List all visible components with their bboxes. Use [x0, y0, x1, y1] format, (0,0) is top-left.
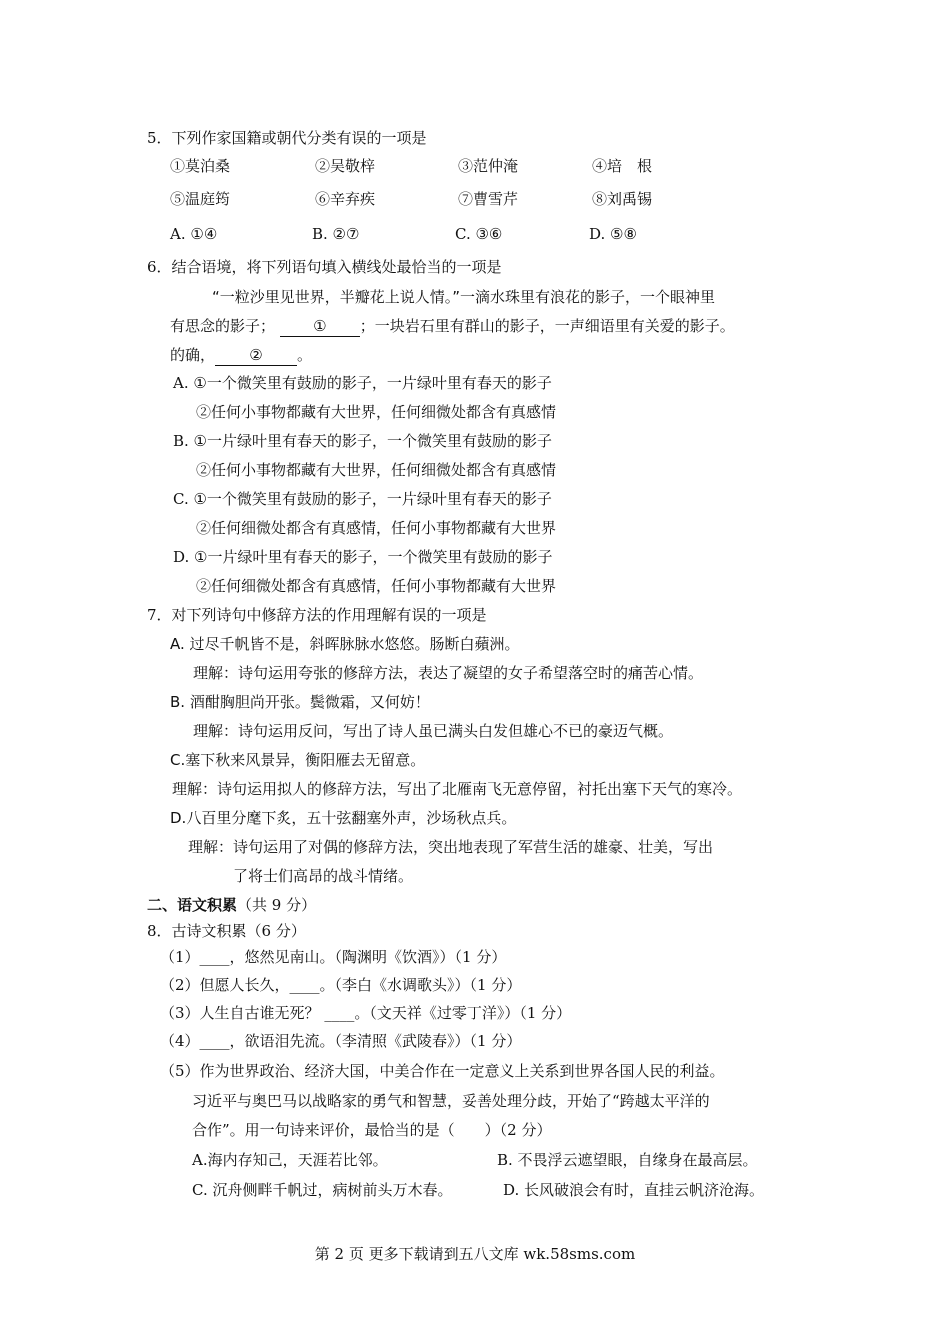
q8-option-a: A.海内存知己，天涯若比邻。	[192, 1151, 388, 1169]
q5-name-4: ④培 根	[592, 157, 653, 175]
q5-name-7: ⑦曹雪芹	[458, 190, 519, 208]
q5-option-d: D. ⑤⑧	[589, 225, 637, 243]
q5-name-2: ②吴敬梓	[315, 157, 376, 175]
q6-blank-2: ②	[215, 345, 297, 366]
q6-passage-line-3	[170, 345, 312, 366]
q5-name-5: ⑤温庭筠	[170, 190, 231, 208]
section-title: 二、语文积累	[147, 896, 238, 914]
q6-passage-2b: ；一块岩石里有群山的影子，一声细语里有关爱的影子。	[359, 317, 735, 335]
q6-option-a1: A. ①一个微笑里有鼓励的影子，一片绿叶里有春天的影子	[173, 374, 552, 392]
q6-stem: 6．结合语境，将下列语句填入横线处最恰当的一项是	[147, 258, 502, 276]
q7-c-poem: C.塞下秋来风景异，衡阳雁去无留意。	[170, 751, 426, 769]
q7-d-poem: D.八百里分麾下炙，五十弦翻塞外声，沙场秋点兵。	[170, 809, 517, 827]
q5-option-a: A. ①④	[170, 225, 218, 243]
q6-option-c1: C. ①一个微笑里有鼓励的影子，一片绿叶里有春天的影子	[173, 490, 552, 508]
page-footer: 第 2 页 更多下载请到五八文库 wk.58sms.com	[314, 1245, 636, 1263]
q5-stem: 5．下列作家国籍或朝代分类有误的一项是	[147, 129, 427, 147]
q8-item-5-line-3: 合作”。用一句诗来评价，最恰当的是（ ）（2 分）	[192, 1121, 552, 1139]
q5-name-3: ③范仲淹	[458, 157, 519, 175]
section-heading	[147, 895, 316, 915]
q6-option-d1: D. ①一片绿叶里有春天的影子，一个微笑里有鼓励的影子	[173, 548, 553, 566]
q8-item-5-line-1: （5）作为世界政治、经济大国，中美合作在一定意义上关系到世界各国人民的利益。	[160, 1062, 725, 1080]
q5-name-1: ①莫泊桑	[170, 157, 231, 175]
q6-option-c2: ②任何细微处都含有真感情，任何小事物都藏有大世界	[196, 519, 557, 537]
q6-passage-line-2	[170, 316, 735, 337]
q6-option-d2: ②任何细微处都含有真感情，任何小事物都藏有大世界	[196, 577, 557, 595]
q7-d-note-2: 了将士们高昂的战斗情绪。	[233, 867, 414, 885]
q5-option-c: C. ③⑥	[455, 225, 503, 243]
q6-blank-1: ①	[280, 316, 360, 337]
q7-d-note-1: 理解：诗句运用了对偶的修辞方法，突出地表现了军营生活的雄豪、壮美，写出	[188, 838, 714, 856]
q6-passage-2a: 有思念的影子；	[170, 317, 276, 335]
q8-option-d: D. 长风破浪会有时，直挂云帆济沧海。	[503, 1181, 765, 1199]
q5-option-b: B. ②⑦	[312, 225, 360, 243]
q6-option-b2: ②任何小事物都藏有大世界，任何细微处都含有真感情	[196, 461, 557, 479]
q7-b-poem: B. 酒酣胸胆尚开张。鬓微霜，又何妨！	[170, 693, 430, 711]
q6-option-a2: ②任何小事物都藏有大世界，任何细微处都含有真感情	[196, 403, 557, 421]
q7-stem: 7．对下列诗句中修辞方法的作用理解有误的一项是	[147, 606, 487, 624]
q7-a-poem: A. 过尽千帆皆不是，斜晖脉脉水悠悠。肠断白蘋洲。	[170, 635, 520, 653]
q8-option-c: C. 沉舟侧畔千帆过，病树前头万木春。	[192, 1181, 453, 1199]
q8-item-2: （2）但愿人长久，____。（李白《水调歌头》）（1 分）	[160, 976, 522, 994]
q6-option-b1: B. ①一片绿叶里有春天的影子，一个微笑里有鼓励的影子	[173, 432, 553, 450]
q7-b-note: 理解：诗句运用反问，写出了诗人虽已满头白发但雄心不已的豪迈气概。	[193, 722, 674, 740]
q7-c-note: 理解：诗句运用拟人的修辞方法，写出了北雁南飞无意停留，衬托出塞下天气的寒冷。	[172, 780, 743, 798]
q8-stem: 8．古诗文积累（6 分）	[147, 922, 306, 940]
q6-passage-3a: 的确，	[170, 346, 216, 364]
q5-name-8: ⑧刘禹锡	[592, 190, 653, 208]
q6-passage-line-1: “一粒沙里见世界，半瓣花上说人情。”一滴水珠里有浪花的影子，一个眼神里	[212, 288, 716, 306]
q5-name-6: ⑥辛弃疾	[315, 190, 376, 208]
section-score: （共 9 分）	[237, 896, 317, 914]
q8-item-4: （4）____，欲语泪先流。（李清照《武陵春》）（1 分）	[160, 1032, 522, 1050]
q8-item-3: （3）人生自古谁无死？ ____。（文天祥《过零丁洋》）（1 分）	[160, 1004, 572, 1022]
q8-option-b: B. 不畏浮云遮望眼，自缘身在最高层。	[497, 1151, 758, 1169]
q7-a-note: 理解：诗句运用夸张的修辞方法，表达了凝望的女子希望落空时的痛苦心情。	[193, 664, 704, 682]
q8-item-1: （1）____，悠然见南山。（陶渊明《饮酒》）（1 分）	[160, 948, 507, 966]
q8-item-5-line-2: 习近平与奥巴马以战略家的勇气和智慧，妥善处理分歧，开始了“跨越太平洋的	[192, 1092, 710, 1110]
q6-passage-3b: 。	[297, 346, 313, 364]
